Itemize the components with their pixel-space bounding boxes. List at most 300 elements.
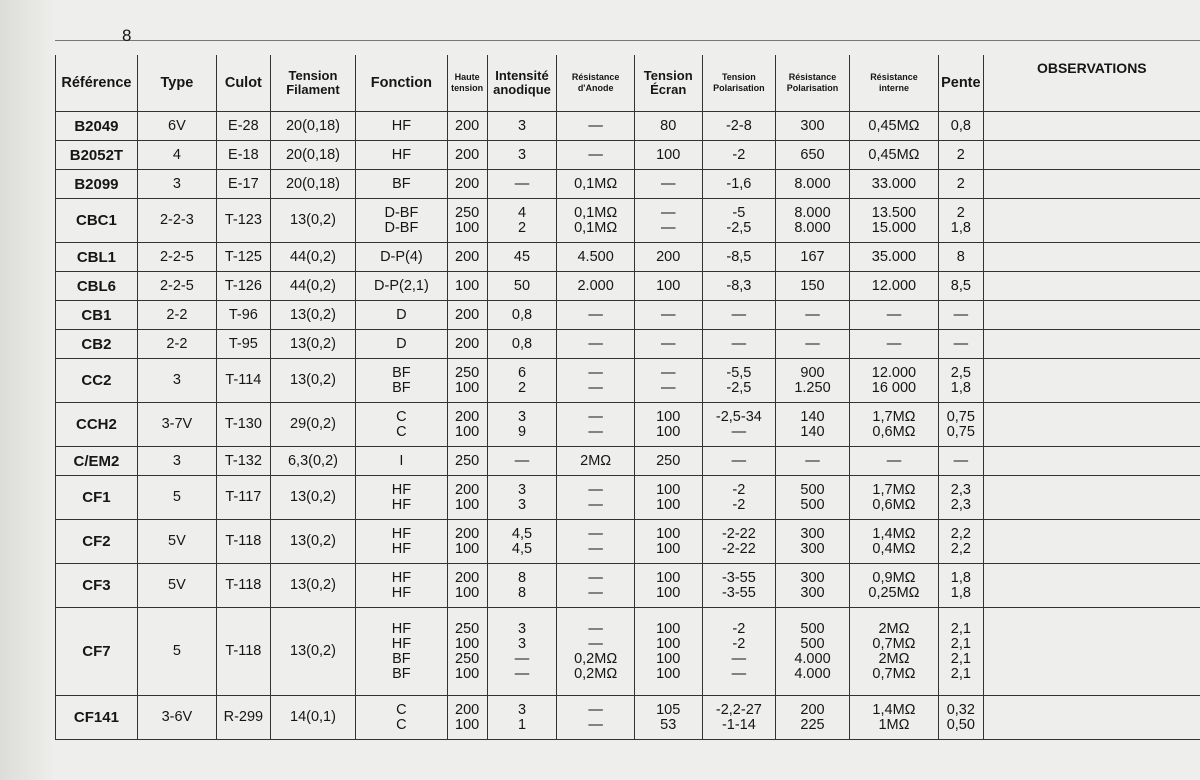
cell-haute-tension [447,696,487,740]
cell-observations [983,243,1200,272]
intensite-line: 3 [517,701,527,718]
resistance-polarisation-line: 167 [800,248,825,265]
cell-reference: CCH2 [56,403,138,447]
cell-fonction [356,330,447,359]
table-row [56,112,1200,141]
cell-resistance-interne [849,696,938,740]
resistance-anode-line: — [588,569,603,586]
tension-ecran-line: — [660,175,676,192]
resistance-interne-line: — [886,306,902,323]
cell-tension-ecran [634,608,702,696]
cell-type: 5 [137,608,216,696]
cell-observations [983,141,1200,170]
tension-ecran-line: 250 [656,452,681,469]
cell-observations [983,272,1200,301]
cell-resistance-anode [557,141,634,170]
cell-type: 5 [137,476,216,520]
haute-tension-line: 200 [455,335,480,352]
cell-observations [983,199,1200,243]
cell-intensite [487,112,557,141]
pente-line: 8 [956,248,965,265]
resistance-interne-line: 16 000 [871,379,917,396]
cell-fonction [356,476,447,520]
cell-filament: 20(0,18) [270,170,355,199]
cell-tension-polarisation [702,199,776,243]
haute-tension-line: 200 [455,569,480,586]
resistance-polarisation-line: 140 [800,423,825,440]
cell-tension-polarisation [702,520,776,564]
pente-line: 0,75 [946,423,975,440]
cell-intensite [487,330,557,359]
cell-tension-polarisation [702,608,776,696]
cell-type: 5V [137,564,216,608]
pente-line: 8,5 [950,277,971,294]
cell-culot: T-114 [216,359,270,403]
cell-pente [939,403,984,447]
resistance-interne-line: 1MΩ [878,716,910,733]
header-tension-filament [270,55,355,112]
resistance-polarisation-line: 500 [800,496,825,513]
tension-polarisation-line: — [731,452,747,469]
tension-polarisation-line: -2-8 [725,117,752,134]
tension-polarisation-line: -5 [732,204,746,221]
pente-line: 0,75 [946,408,975,425]
cell-pente [939,272,984,301]
cell-intensite [487,170,557,199]
cell-type: 2-2-3 [137,199,216,243]
cell-type: 2-2 [137,301,216,330]
resistance-interne-line: 12.000 [871,364,917,381]
cell-culot: T-130 [216,403,270,447]
cell-tension-ecran [634,403,702,447]
resistance-interne-line: 0,6MΩ [872,423,916,440]
header-tension-polarisation [702,55,776,112]
cell-type: 3 [137,447,216,476]
haute-tension-line: 100 [455,379,480,396]
cell-intensite [487,272,557,301]
cell-haute-tension [447,608,487,696]
resistance-interne-line: 1,7MΩ [872,408,916,425]
tension-polarisation-line: — [731,335,747,352]
cell-observations [983,301,1200,330]
cell-reference: CBL6 [56,272,138,301]
cell-observations [983,170,1200,199]
header-pente: Pente [939,55,984,112]
table-body [56,112,1200,740]
cell-culot: T-118 [216,608,270,696]
cell-tension-ecran [634,170,702,199]
resistance-anode-line: — [588,117,603,134]
tension-polarisation-line: -2 [732,620,746,637]
table-row [56,141,1200,170]
table-row [56,272,1200,301]
tension-polarisation-line: -2 [732,496,746,513]
cell-culot: T-123 [216,199,270,243]
cell-resistance-polarisation [776,301,850,330]
cell-intensite [487,359,557,403]
resistance-anode-line: — [588,146,603,163]
resistance-anode-line: — [588,635,603,652]
cell-resistance-interne [849,301,938,330]
tension-polarisation-line: -3-55 [721,584,756,601]
tension-ecran-line: 200 [656,248,681,265]
haute-tension-line: 200 [455,408,480,425]
cell-resistance-interne [849,112,938,141]
resistance-polarisation-line: 300 [800,540,825,557]
cell-fonction [356,272,447,301]
resistance-interne-line: 1,4MΩ [872,701,916,718]
fonction-line: HF [391,146,412,163]
tension-polarisation-line: -3-55 [721,569,756,586]
cell-resistance-polarisation [776,447,850,476]
cell-culot: T-132 [216,447,270,476]
resistance-polarisation-line: 500 [800,481,825,498]
cell-haute-tension [447,301,487,330]
fonction-line: BF [392,379,411,396]
header-resistance-anode-line2: d'Anode [577,83,614,93]
cell-resistance-interne [849,170,938,199]
cell-filament: 44(0,2) [270,272,355,301]
header-resistance-interne-line1: Résistance [870,72,918,82]
cell-culot: R-299 [216,696,270,740]
resistance-interne-line: 33.000 [871,175,917,192]
cell-intensite [487,564,557,608]
intensite-line: — [514,665,530,682]
cell-haute-tension [447,564,487,608]
cell-filament: 13(0,2) [270,359,355,403]
tube-characteristics-table [55,55,1200,740]
cell-tension-polarisation [702,141,776,170]
cell-filament: 13(0,2) [270,476,355,520]
resistance-interne-line: 2MΩ [878,650,910,667]
cell-type: 2-2 [137,330,216,359]
pente-line: 0,32 [946,701,975,718]
cell-resistance-polarisation [776,608,850,696]
cell-resistance-polarisation [776,170,850,199]
cell-resistance-polarisation [776,112,850,141]
header-culot: Culot [216,55,270,112]
cell-tension-polarisation [702,403,776,447]
cell-haute-tension [447,476,487,520]
intensite-line: 45 [513,248,531,265]
cell-haute-tension [447,170,487,199]
cell-haute-tension [447,403,487,447]
cell-resistance-anode [557,564,634,608]
header-tension-polarisation-line1: Tension [721,72,756,82]
table-row [56,403,1200,447]
top-rule [55,40,1200,41]
resistance-anode-line: — [588,335,603,352]
fonction-line: D [396,335,407,352]
table-row [56,564,1200,608]
cell-tension-polarisation [702,112,776,141]
header-intensite-line2: anodique [493,82,551,97]
resistance-anode-line: 0,1MΩ [574,204,618,221]
table-row [56,476,1200,520]
resistance-anode-line: — [588,408,603,425]
cell-intensite [487,243,557,272]
haute-tension-line: 100 [455,277,480,294]
cell-resistance-anode [557,608,634,696]
resistance-anode-line: — [588,496,603,513]
tension-polarisation-line: -2,5 [726,219,752,236]
resistance-anode-line: — [588,364,603,381]
pente-line: 2,2 [950,525,971,542]
pente-line: 2 [956,175,965,192]
header-tension-filament-line1: Tension [288,68,338,83]
cell-resistance-interne [849,272,938,301]
tension-polarisation-line: — [731,665,747,682]
cell-pente [939,301,984,330]
intensite-line: 3 [517,620,527,637]
table-row [56,359,1200,403]
resistance-anode-line: — [588,525,603,542]
cell-resistance-anode [557,301,634,330]
fonction-line: HF [391,117,412,134]
resistance-anode-line: 4.500 [577,248,614,265]
pente-line: 2,1 [950,620,971,637]
cell-culot: T-126 [216,272,270,301]
haute-tension-line: 100 [455,665,480,682]
resistance-anode-line: — [588,423,603,440]
pente-line: 2,5 [950,364,971,381]
header-resistance-polarisation [776,55,850,112]
cell-resistance-anode [557,272,634,301]
resistance-polarisation-line: — [805,452,820,469]
cell-filament: 14(0,1) [270,696,355,740]
resistance-anode-line: — [588,584,603,601]
pente-line: 0,50 [946,716,975,733]
cell-resistance-polarisation [776,520,850,564]
tension-ecran-line: 100 [656,540,681,557]
pente-line: — [953,335,969,352]
header-tension-ecran-line2: Écran [650,82,687,97]
haute-tension-line: 100 [455,540,480,557]
resistance-anode-line: — [588,701,603,718]
cell-type: 5V [137,520,216,564]
intensite-line: 4,5 [511,540,533,557]
cell-tension-polarisation [702,564,776,608]
cell-intensite [487,141,557,170]
cell-intensite [487,476,557,520]
haute-tension-line: 100 [455,716,480,733]
cell-type: 2-2-5 [137,272,216,301]
cell-haute-tension [447,199,487,243]
cell-pente [939,564,984,608]
header-fonction: Fonction [356,55,447,112]
cell-observations [983,112,1200,141]
cell-reference: B2052T [56,141,138,170]
cell-fonction [356,243,447,272]
cell-resistance-anode [557,359,634,403]
cell-haute-tension [447,141,487,170]
cell-resistance-polarisation [776,243,850,272]
fonction-line: C [396,408,407,425]
resistance-polarisation-line: — [805,335,820,352]
resistance-polarisation-line: 650 [800,146,825,163]
cell-haute-tension [447,447,487,476]
cell-resistance-interne [849,330,938,359]
cell-observations [983,608,1200,696]
tension-polarisation-line: -1,6 [726,175,752,192]
resistance-polarisation-line: 300 [800,525,825,542]
tension-ecran-line: 100 [656,665,681,682]
cell-pente [939,112,984,141]
cell-fonction [356,520,447,564]
resistance-polarisation-line: 200 [800,701,825,718]
tension-ecran-line: 100 [656,146,681,163]
cell-tension-polarisation [702,170,776,199]
cell-haute-tension [447,520,487,564]
intensite-line: 6 [517,364,527,381]
cell-tension-polarisation [702,243,776,272]
cell-resistance-polarisation [776,199,850,243]
cell-tension-ecran [634,199,702,243]
cell-pente [939,243,984,272]
cell-fonction [356,141,447,170]
cell-pente [939,476,984,520]
cell-resistance-polarisation [776,696,850,740]
fonction-line: HF [391,620,412,637]
cell-reference: CB1 [56,301,138,330]
cell-resistance-anode [557,330,634,359]
fonction-line: C [396,423,407,440]
cell-resistance-interne [849,608,938,696]
cell-observations [983,447,1200,476]
cell-tension-ecran [634,141,702,170]
tension-polarisation-line: -2 [732,635,746,652]
table-row [56,301,1200,330]
resistance-polarisation-line: 8.000 [794,175,831,192]
cell-tension-polarisation [702,359,776,403]
header-resistance-anode [557,55,634,112]
cell-type: 3-7V [137,403,216,447]
tension-ecran-line: 100 [656,584,681,601]
tension-ecran-line: — [660,204,676,221]
resistance-polarisation-line: 150 [800,277,825,294]
cell-resistance-interne [849,476,938,520]
resistance-polarisation-line: 4.000 [794,650,831,667]
cell-filament: 13(0,2) [270,520,355,564]
cell-tension-ecran [634,112,702,141]
tension-polarisation-line: -5,5 [726,364,752,381]
cell-fonction [356,608,447,696]
haute-tension-line: 200 [455,481,480,498]
tension-ecran-line: — [660,219,676,236]
tension-polarisation-line: -2,5 [726,379,752,396]
tension-ecran-line: 100 [656,496,681,513]
resistance-polarisation-line: 225 [800,716,825,733]
cell-resistance-polarisation [776,330,850,359]
cell-tension-polarisation [702,476,776,520]
resistance-interne-line: 1,4MΩ [872,525,916,542]
resistance-polarisation-line: — [805,306,820,323]
fonction-line: HF [391,525,412,542]
cell-haute-tension [447,272,487,301]
resistance-polarisation-line: 8.000 [794,219,831,236]
haute-tension-line: 200 [455,175,480,192]
cell-culot: T-125 [216,243,270,272]
cell-resistance-anode [557,199,634,243]
fonction-line: HF [391,584,412,601]
cell-reference: B2099 [56,170,138,199]
intensite-line: 8 [517,569,527,586]
resistance-polarisation-line: 4.000 [794,665,831,682]
cell-culot: T-118 [216,564,270,608]
cell-observations [983,696,1200,740]
cell-tension-polarisation [702,447,776,476]
haute-tension-line: 250 [455,650,480,667]
tension-ecran-line: 100 [656,423,681,440]
cell-tension-ecran [634,476,702,520]
cell-haute-tension [447,243,487,272]
haute-tension-line: 100 [455,496,480,513]
haute-tension-line: 100 [455,219,480,236]
intensite-line: — [514,452,530,469]
header-reference: Référence [56,55,138,112]
cell-resistance-polarisation [776,403,850,447]
tension-ecran-line: — [660,306,676,323]
tension-ecran-line: 100 [656,620,681,637]
resistance-anode-line: 2MΩ [580,452,612,469]
cell-haute-tension [447,330,487,359]
intensite-line: 50 [513,277,531,294]
resistance-polarisation-line: 1.250 [794,379,831,396]
cell-culot: T-95 [216,330,270,359]
cell-fonction [356,447,447,476]
cell-reference: CF3 [56,564,138,608]
intensite-line: 0,8 [511,306,533,323]
cell-pente [939,170,984,199]
pente-line: 2,3 [950,496,971,513]
table-row [56,243,1200,272]
haute-tension-line: 250 [455,364,480,381]
pente-line: — [953,452,969,469]
header-row [56,55,1200,112]
header-haute-tension-line2: tension [451,83,484,93]
cell-fonction [356,403,447,447]
cell-intensite [487,447,557,476]
cell-tension-ecran [634,359,702,403]
pente-line: — [953,306,969,323]
cell-resistance-polarisation [776,141,850,170]
cell-fonction [356,199,447,243]
resistance-anode-line: 0,2MΩ [574,650,618,667]
header-intensite-anodique [487,55,557,112]
resistance-anode-line: — [588,620,603,637]
resistance-interne-line: 0,9MΩ [872,569,916,586]
header-tension-polarisation-line2: Polarisation [713,83,765,93]
cell-intensite [487,199,557,243]
cell-resistance-interne [849,564,938,608]
intensite-line: — [514,175,530,192]
tension-polarisation-line: -2,2-27 [715,701,762,718]
tension-polarisation-line: -2 [732,481,746,498]
cell-filament: 13(0,2) [270,608,355,696]
tension-ecran-line: 100 [656,277,681,294]
intensite-line: 3 [517,635,527,652]
haute-tension-line: 200 [455,525,480,542]
resistance-interne-line: 15.000 [871,219,917,236]
intensite-line: 2 [517,379,527,396]
resistance-polarisation-line: 140 [800,408,825,425]
cell-tension-polarisation [702,696,776,740]
pente-line: 2 [956,146,965,163]
resistance-polarisation-line: 8.000 [794,204,831,221]
cell-resistance-interne [849,520,938,564]
intensite-line: 2 [517,219,527,236]
cell-tension-ecran [634,447,702,476]
